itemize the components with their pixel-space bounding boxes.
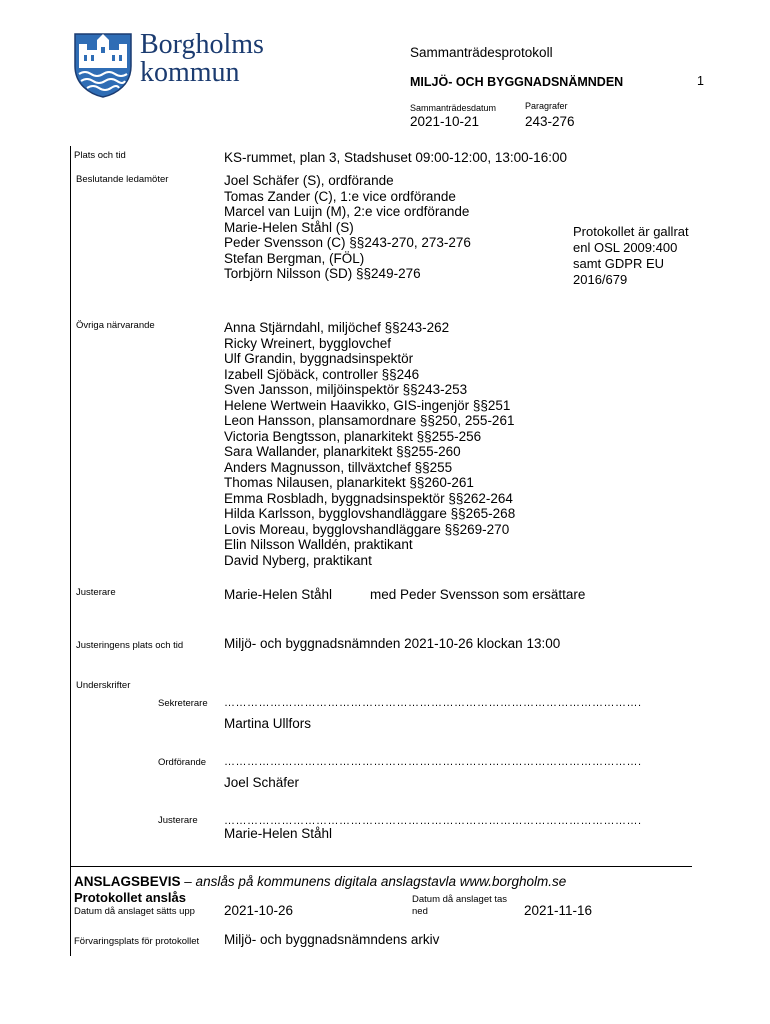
adjust-place-value: Miljö- och byggnadsnämnden 2021-10-26 klockan 13:00 [224, 636, 561, 651]
posted-date: 2021-10-26 [224, 903, 294, 918]
list-item: Peder Svensson (C) §§243-270, 273-276 [224, 235, 471, 250]
doc-type: Sammanträdesprotokoll [410, 45, 553, 60]
sign-adjuster-label: Justerare [158, 815, 198, 826]
notice-heading: ANSLAGSBEVIS – anslås på kommunens digitala anslagstavla www.borgholm.se [74, 874, 567, 889]
members-label: Beslutande ledamöter [76, 174, 169, 185]
members-list [224, 173, 471, 282]
chair-name: Joel Schäfer [224, 775, 300, 790]
signature-line: ………………………………………………………………………………………………. [224, 697, 642, 709]
list-item: Thomas Nilausen, planarkitekt §§260-261 [224, 475, 474, 490]
meeting-date-label: Sammanträdesdatum [410, 103, 497, 113]
list-item: Sven Jansson, miljöinspektör §§243-253 [224, 382, 468, 397]
list-item: David Nyberg, praktikant [224, 552, 372, 568]
list-item: Joel Schäfer (S), ordförande [224, 173, 394, 188]
place-value: KS-rummet, plan 3, Stadshuset 09:00-12:00, 13:00-16:00 [224, 150, 567, 165]
list-item: Anna Stjärndahl, miljöchef §§243-262 [224, 320, 450, 335]
list-item: Elin Nilsson Walldén, praktikant [224, 537, 413, 552]
org-name: Borgholms kommun [140, 29, 264, 88]
gdpr-note: Protokollet är gallrat enl OSL 2009:400 samt GDPR EU 2016/679 [573, 224, 689, 287]
removed-date-label: Datum då anslaget tas ned [412, 894, 508, 917]
list-item: Torbjörn Nilsson (SD) §§249-276 [224, 266, 421, 281]
divider [70, 866, 692, 867]
borgholm-coat-of-arms-icon [73, 32, 133, 98]
posted-title: Protokollet anslås [74, 890, 186, 905]
storage-value: Miljö- och byggnadsnämndens arkiv [224, 932, 440, 947]
list-item: Stefan Bergman, (FÖL) [224, 250, 365, 266]
adjuster-substitute: med Peder Svensson som ersättare [370, 587, 586, 602]
list-item: Ricky Wreinert, bygglovchef [224, 335, 392, 351]
list-item: Sara Wallander, planarkitekt §§255-260 [224, 444, 461, 459]
list-item: Marcel van Luijn (M), 2:e vice ordförande [224, 204, 470, 219]
list-item: Victoria Bengtsson, planarkitekt §§255-256 [224, 428, 482, 444]
secretary-name: Martina Ullfors [224, 716, 312, 731]
list-item: Leon Hansson, plansamordnare §§250, 255-261 [224, 413, 515, 428]
list-item: Hilda Karlsson, bygglovshandläggare §§265-268 [224, 506, 516, 521]
signatures-label: Underskrifter [76, 680, 131, 691]
list-item: Ulf Grandin, byggnadsinspektör [224, 351, 414, 366]
list-item: Emma Rosbladh, byggnadsinspektör §§262-264 [224, 490, 513, 506]
chair-label: Ordförande [158, 757, 207, 768]
list-item: Tomas Zander (C), 1:e vice ordförande [224, 188, 456, 204]
signature-line: ………………………………………………………………………………………………. [224, 815, 642, 827]
adjust-place-label: Justeringens plats och tid [76, 640, 184, 651]
committee-name: MILJÖ- OCH BYGGNADSNÄMNDEN [410, 75, 624, 89]
paragraphs-range: 243-276 [525, 114, 575, 129]
list-item: Izabell Sjöbäck, controller §§246 [224, 366, 420, 382]
meeting-date: 2021-10-21 [410, 114, 480, 129]
storage-label: Förvaringsplats för protokollet [74, 936, 200, 947]
posted-date-label: Datum då anslaget sätts upp [74, 906, 195, 917]
left-margin-rule [70, 146, 71, 956]
list-item: Lovis Moreau, bygglovshandläggare §§269-270 [224, 521, 510, 537]
list-item: Marie-Helen Ståhl (S) [224, 219, 354, 235]
others-label: Övriga närvarande [76, 320, 155, 331]
page-number: 1 [697, 74, 704, 88]
adjuster-name: Marie-Helen Ståhl [224, 587, 333, 602]
removed-date: 2021-11-16 [524, 903, 593, 918]
list-item: Anders Magnusson, tillväxtchef §§255 [224, 459, 453, 475]
adjuster-label: Justerare [76, 587, 116, 598]
signature-line: ………………………………………………………………………………………………. [224, 756, 642, 768]
sign-adjuster-name: Marie-Helen Ståhl [224, 826, 333, 841]
secretary-label: Sekreterare [158, 698, 208, 709]
place-label: Plats och tid [74, 150, 126, 161]
list-item: Helene Wertwein Haavikko, GIS-ingenjör §§251 [224, 397, 511, 413]
others-list [224, 320, 515, 568]
paragraphs-label: Paragrafer [525, 101, 568, 111]
